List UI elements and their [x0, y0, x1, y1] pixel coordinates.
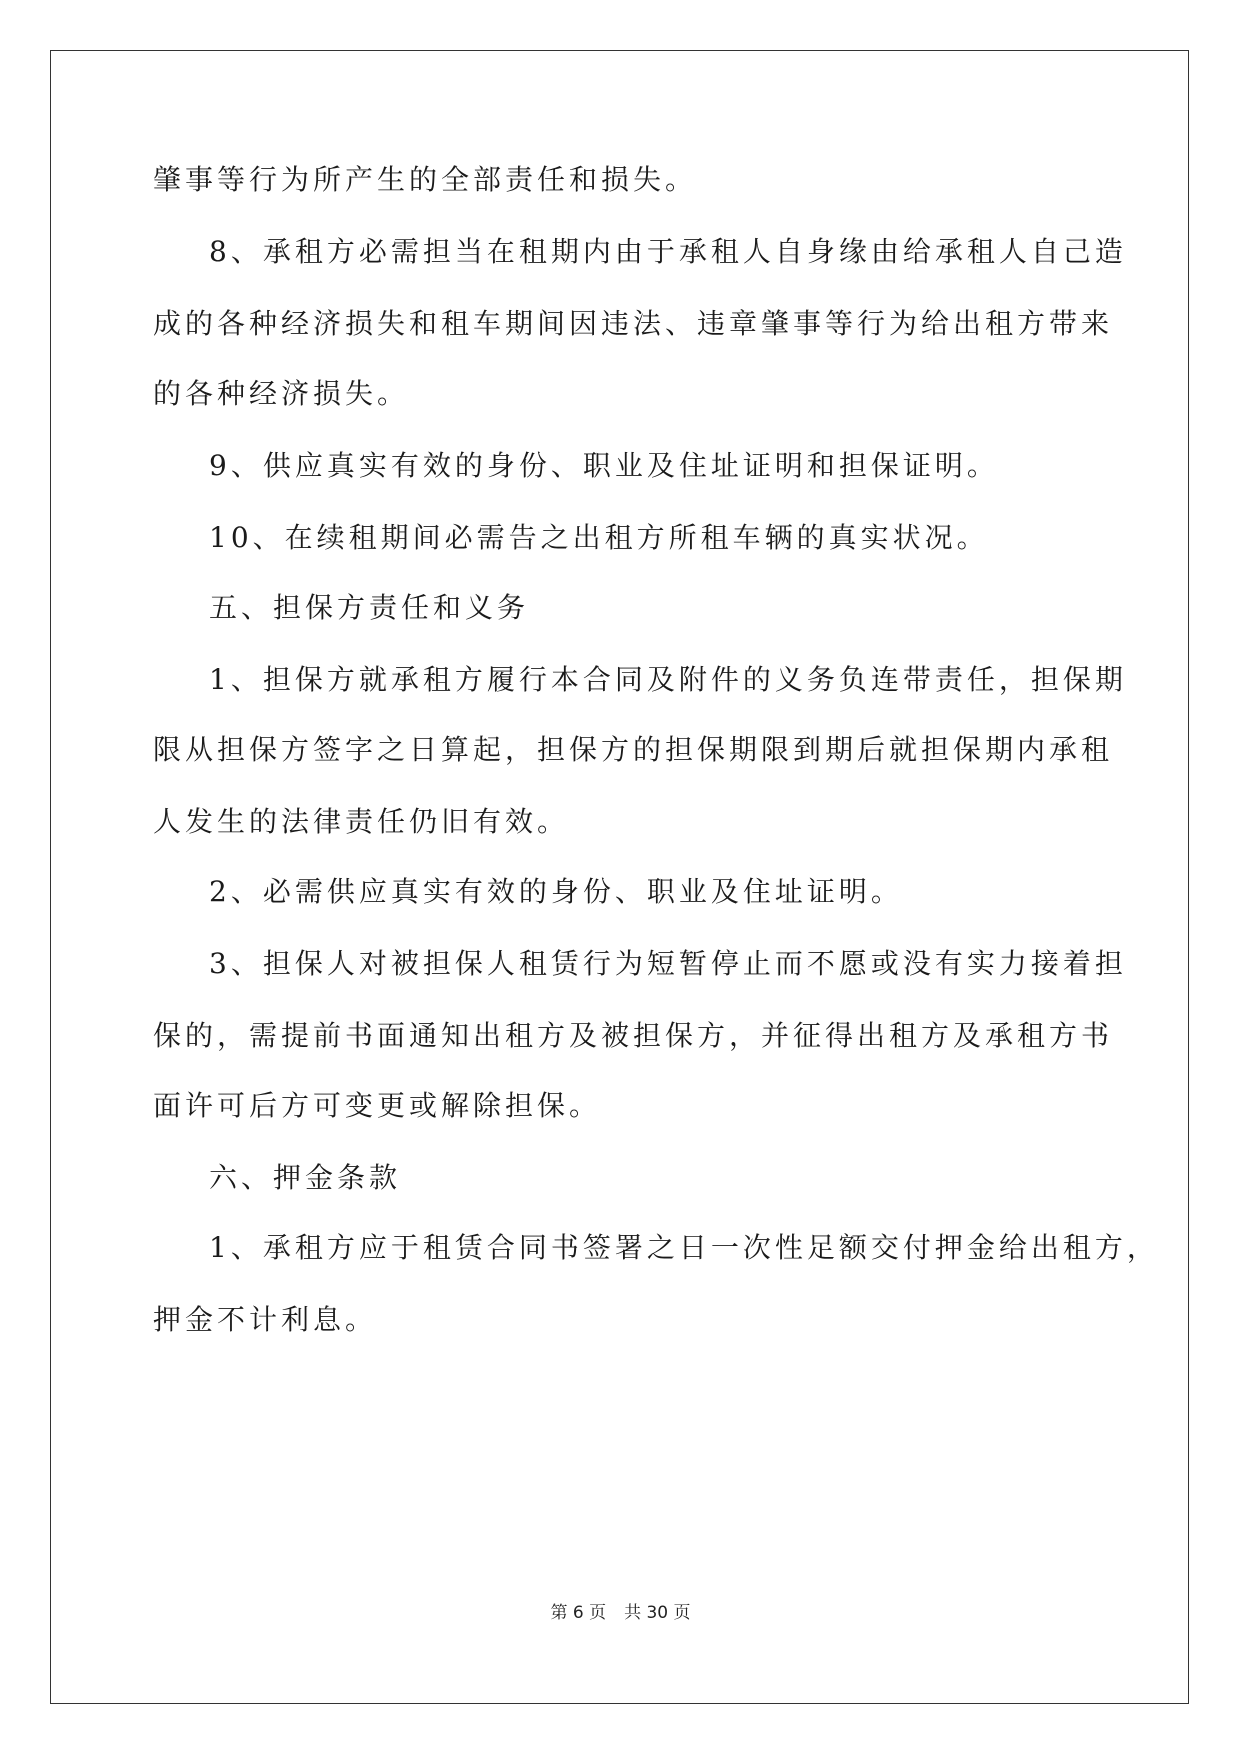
paragraph-line: 9、供应真实有效的身份、职业及住址证明和担保证明。 — [209, 449, 999, 482]
section-heading: 六、押金条款 — [209, 1161, 402, 1194]
page-footer — [0, 1598, 1241, 1623]
section-heading: 五、担保方责任和义务 — [209, 591, 530, 624]
paragraph-line: 限从担保方签字之日算起，担保方的担保期限到期后就担保期内承租 — [153, 733, 1114, 766]
paragraph-line: 保的，需提前书面通知出租方及被担保方，并征得出租方及承租方书 — [153, 1019, 1114, 1052]
paragraph-line: 成的各种经济损失和租车期间因违法、违章肇事等行为给出租方带来 — [153, 307, 1114, 340]
paragraph-line: 10、在续租期间必需告之出租方所租车辆的真实状况。 — [209, 521, 989, 554]
current-page-number: 第 6 页 — [550, 1603, 607, 1623]
paragraph-line: 肇事等行为所产生的全部责任和损失。 — [153, 163, 698, 196]
paragraph-line: 押金不计利息。 — [153, 1303, 378, 1336]
paragraph-line: 1、担保方就承租方履行本合同及附件的义务负连带责任，担保期 — [209, 663, 1127, 696]
paragraph-line: 8、承租方必需担当在租期内由于承租人自身缘由给承租人自己造 — [209, 235, 1127, 268]
paragraph-line: 1、承租方应于租赁合同书签署之日一次性足额交付押金给出租方， — [209, 1231, 1159, 1264]
paragraph-line: 2、必需供应真实有效的身份、职业及住址证明。 — [209, 875, 903, 908]
paragraph-line: 面许可后方可变更或解除担保。 — [153, 1089, 602, 1122]
paragraph-line: 3、担保人对被担保人租赁行为短暂停止而不愿或没有实力接着担 — [209, 947, 1127, 980]
total-page-count: 共 30 页 — [624, 1603, 691, 1623]
paragraph-line: 人发生的法律责任仍旧有效。 — [153, 805, 570, 838]
paragraph-line: 的各种经济损失。 — [153, 377, 410, 410]
